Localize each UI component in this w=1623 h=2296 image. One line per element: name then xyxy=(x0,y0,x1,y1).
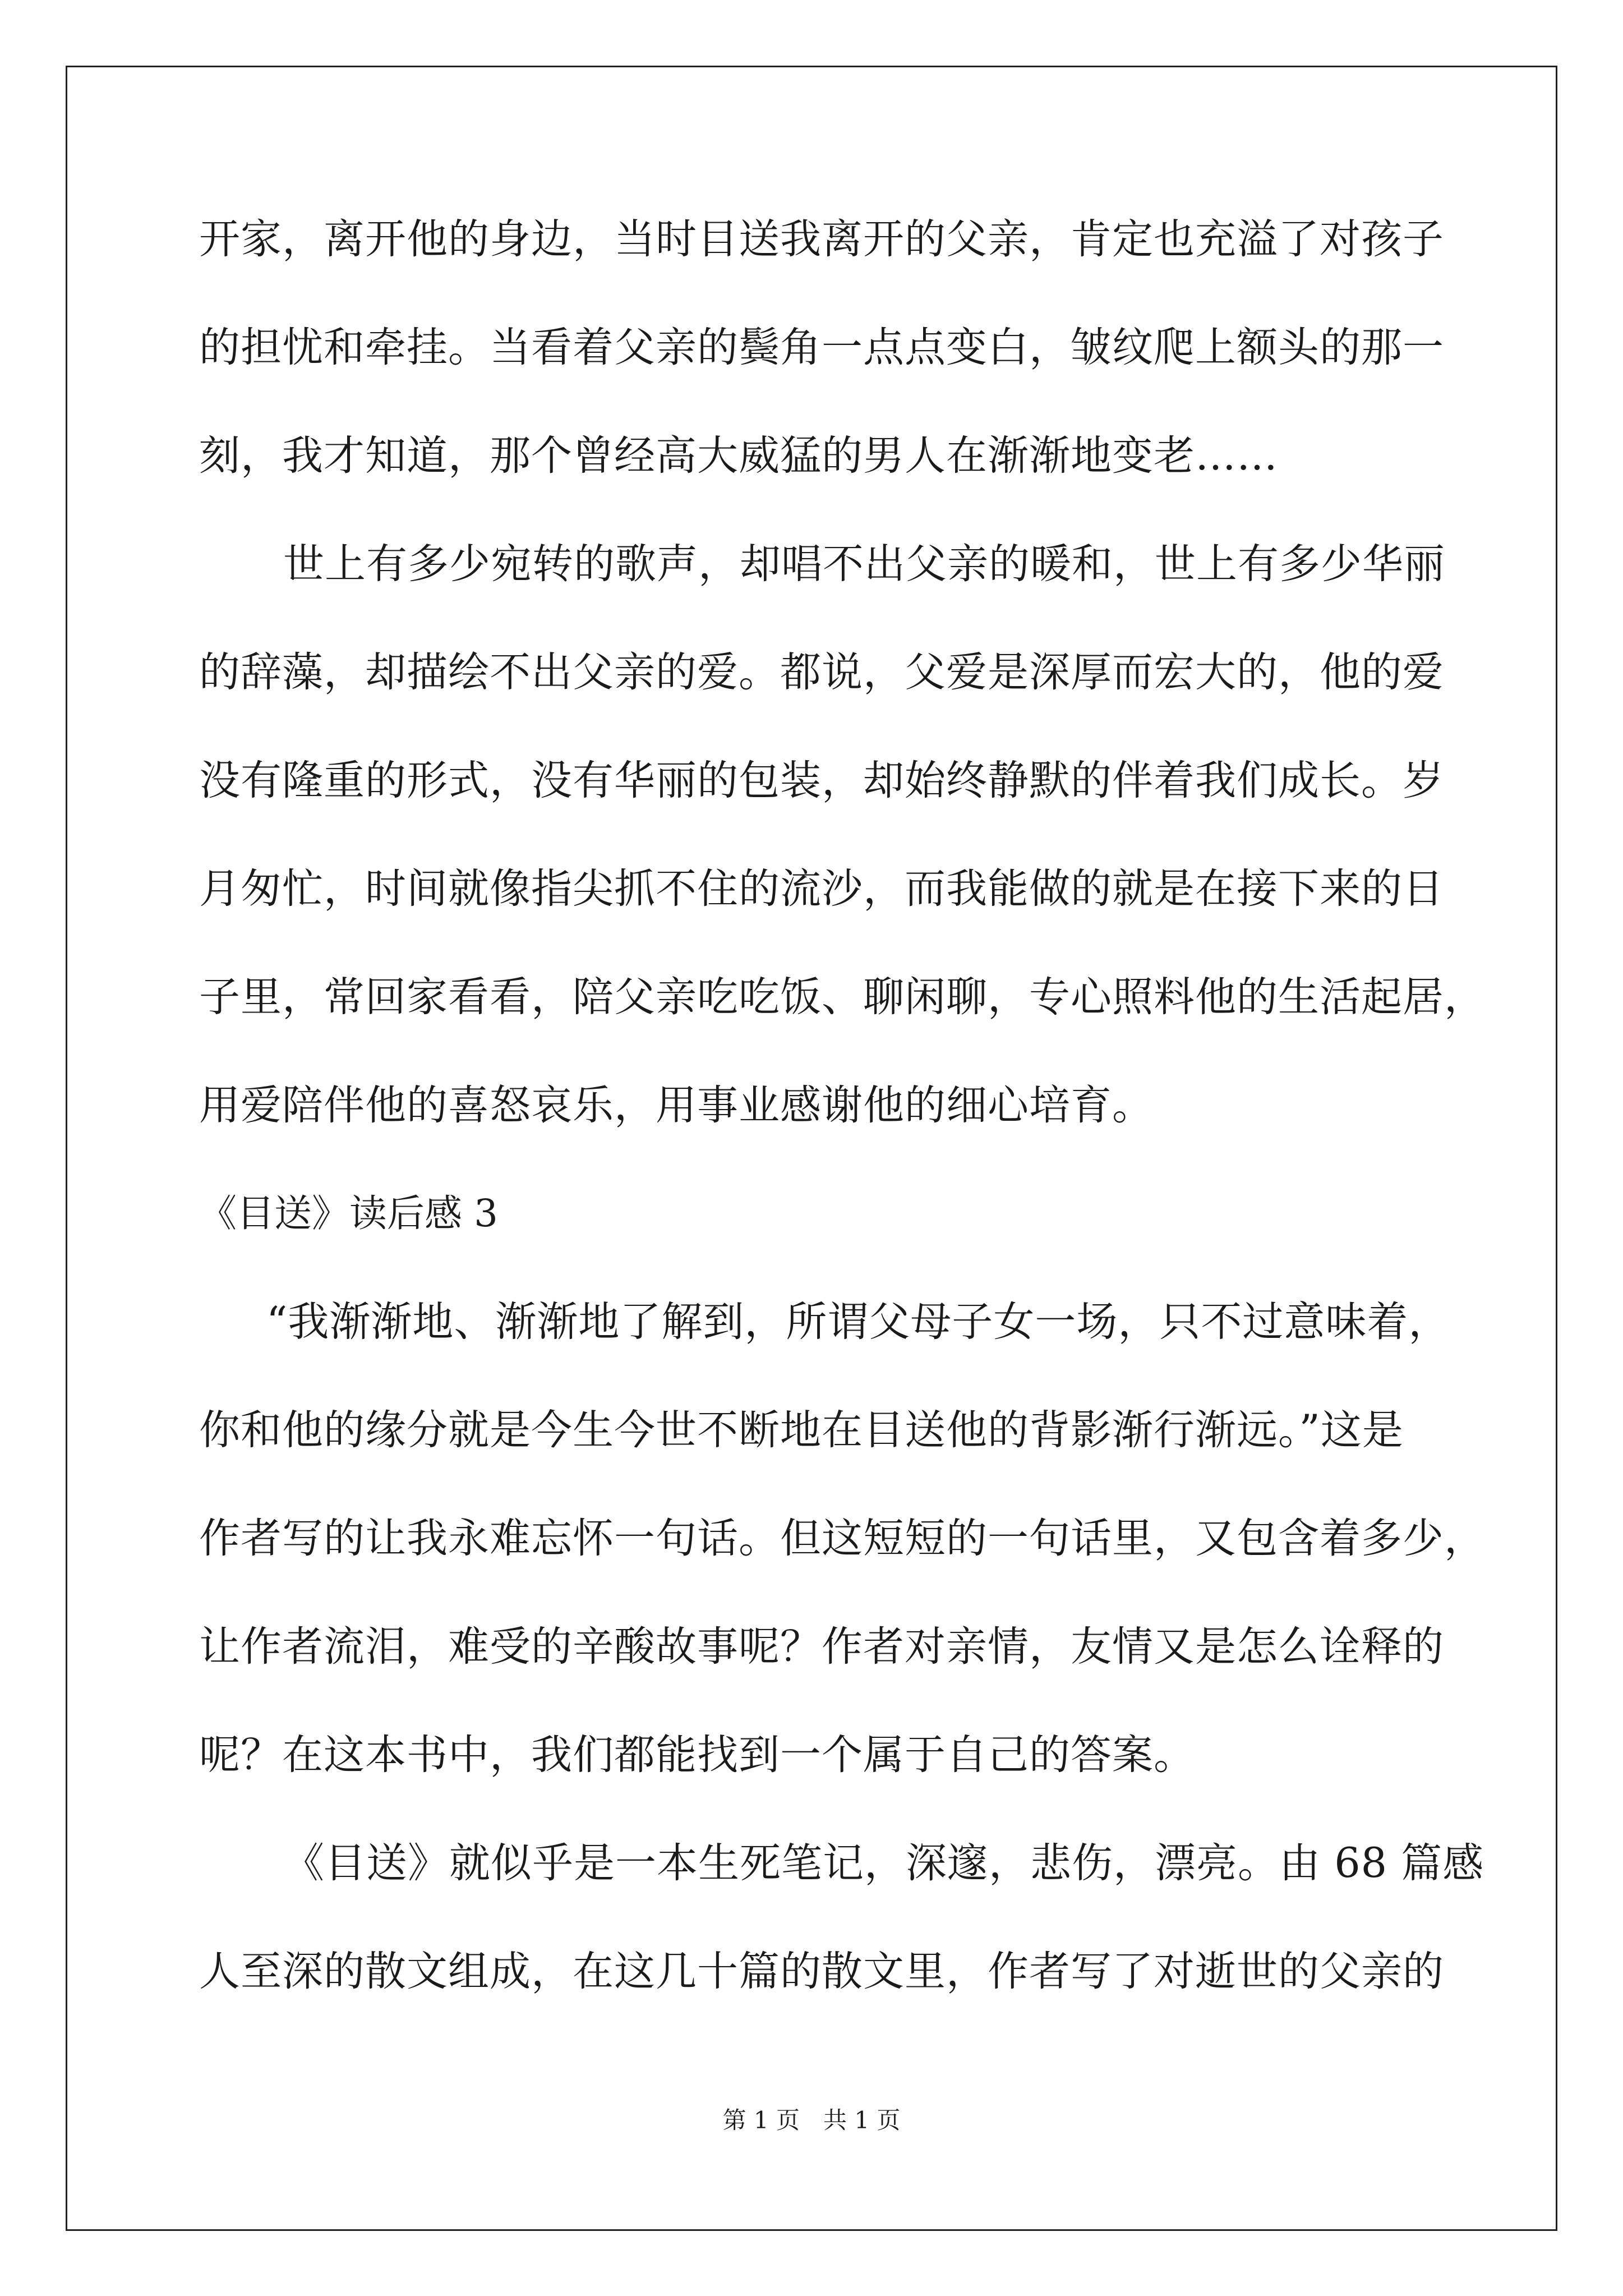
page-total: 共 1 页 xyxy=(823,2106,901,2134)
text-line: 你和他的缘分就是今生今世不断地在目送他的背影渐行渐远。”这是 xyxy=(199,1406,1404,1454)
page-number: 第 1 页 xyxy=(722,2106,800,2134)
text-line: 刻，我才知道，那个曾经高大威猛的男人在渐渐地变老…… xyxy=(199,432,1278,480)
paragraph-start-line: 世上有多少宛转的歌声，却唱不出父亲的暖和，世上有多少华丽 xyxy=(283,540,1445,588)
text-line: 的辞藻，却描绘不出父亲的爱。都说，父爱是深厚而宏大的，他的爱 xyxy=(199,648,1444,696)
text-line: 用爱陪伴他的喜怒哀乐，用事业感谢他的细心培育。 xyxy=(199,1082,1154,1129)
text-line: 开家，离开他的身边，当时目送我离开的父亲，肯定也充溢了对孩子 xyxy=(199,215,1444,263)
section-heading: 《目送》读后感 3 xyxy=(199,1191,498,1235)
text-line: 作者写的让我永难忘怀一句话。但这短短的一句话里，又包含着多少， xyxy=(199,1515,1486,1562)
text-line: 呢？在这本书中，我们都能找到一个属于自己的答案。 xyxy=(199,1731,1195,1779)
text-line: 人至深的散文组成，在这几十篇的散文里，作者写了对逝世的父亲的 xyxy=(199,1948,1444,1995)
paragraph-start-line: 《目送》就似乎是一本生死笔记，深邃，悲伤，漂亮。由 68 篇感 xyxy=(283,1839,1484,1887)
text-line: 子里，常回家看看，陪父亲吃吃饭、聊闲聊，专心照料他的生活起居， xyxy=(199,973,1486,1021)
text-line: 没有隆重的形式，没有华丽的包装，却始终静默的伴着我们成长。岁 xyxy=(199,757,1444,804)
paragraph-start-line: “我渐渐地、渐渐地了解到，所谓父母子女一场，只不过意味着， xyxy=(266,1298,1450,1346)
page-footer xyxy=(0,2106,1623,2134)
document-body xyxy=(199,215,1486,2059)
text-line: 月匆忙，时间就像指尖抓不住的流沙，而我能做的就是在接下来的日 xyxy=(199,865,1444,913)
text-line: 让作者流泪，难受的辛酸故事呢？作者对亲情，友情又是怎么诠释的 xyxy=(199,1623,1444,1671)
text-line: 的担忧和牵挂。当看着父亲的鬓角一点点变白，皱纹爬上额头的那一 xyxy=(199,324,1444,371)
